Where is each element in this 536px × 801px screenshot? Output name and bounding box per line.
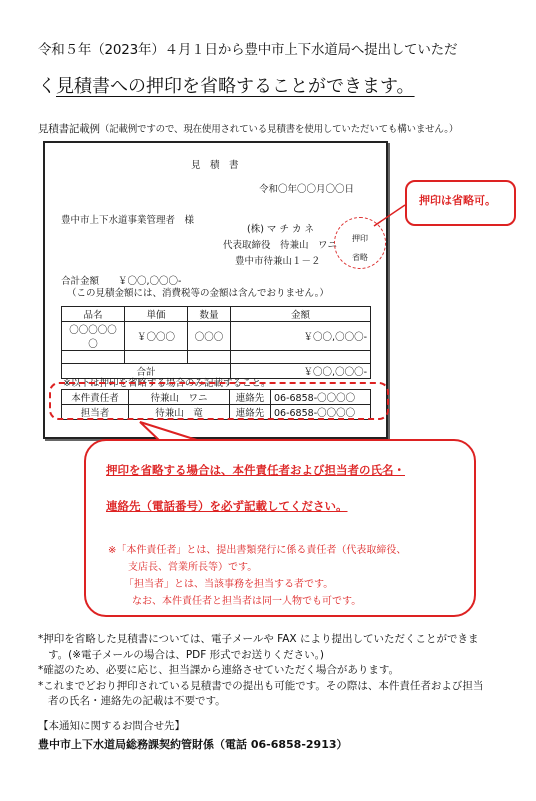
seal-pointer-line	[374, 205, 405, 226]
table-cell: ￥〇〇,〇〇〇-	[231, 322, 371, 351]
sheet-title: 見 積 書	[191, 160, 239, 171]
contact-heading: 【本通知に関するお問合せ先】	[38, 720, 185, 732]
callout-note-2: 支店長、営業所長等）です。	[128, 562, 258, 573]
omit-note: ※以下は押印を省略する場合のみ記載すること。	[63, 378, 271, 389]
note-line: *確認のため、必要に応じ、担当課から連絡させていただく場合があります。	[38, 664, 399, 676]
callout-line-1: 押印を省略する場合は、本件責任者および担当者の氏名・	[106, 463, 405, 477]
sheet-tax-note: （この見積金額には、消費税等の金額は含んでおりません。）	[67, 288, 329, 299]
table-header-cell: 品名	[62, 307, 125, 322]
sheet-address: 豊中市待兼山１－２	[235, 256, 321, 267]
seal-omission-callout: 押印は省略可。	[405, 180, 516, 226]
responsible-role: 本件責任者	[62, 390, 129, 405]
note-line: *これまでどおり押印されている見積書での提出も可能です。その際は、本件責任者および担当	[38, 679, 484, 692]
contact-label: 連絡先	[230, 390, 271, 405]
heading-line-2-prefix: く	[38, 76, 56, 97]
table-header-cell: 単価	[125, 307, 188, 322]
callout-note-3: 「担当者」とは、当該事務を担当する者です。	[124, 579, 334, 590]
table-total-label: 合計	[62, 364, 231, 379]
contact-info: 豊中市上下水道局総務課契約管財係（電話 06-6858-2913）	[38, 738, 348, 751]
note-line: *押印を省略した見積書については、電子メールや FAX により提出していただくことができま	[38, 633, 479, 645]
table-cell: 〇〇〇	[188, 322, 231, 351]
seal-line-1: 押印	[352, 234, 368, 243]
responsible-name: 待兼山 竜	[129, 405, 230, 420]
responsible-name: 待兼山 ワニ	[129, 390, 230, 405]
notes-section	[38, 632, 508, 710]
table-total-value: ￥〇〇,〇〇〇-	[231, 364, 371, 379]
note-line: す。(※電子メールの場合は、PDF 形式でお送りください。)	[48, 648, 324, 661]
table-cell: 〇〇〇〇〇〇	[62, 322, 125, 351]
callout-note-1: ※「本件責任者」とは、提出書類発行に係る責任者（代表取締役、	[108, 545, 407, 556]
example-caption-main: 見積書記載例	[38, 123, 100, 135]
callout-line-2: 連絡先（電話番号）を必ず記載してください。	[106, 499, 348, 513]
sheet-company: (株) マ チ カ ネ	[247, 224, 314, 235]
responsible-role: 担当者	[62, 405, 129, 420]
sheet-representative: 代表取締役 待兼山 ワニ	[223, 240, 338, 251]
callout-note-4: なお、本件責任者と担当者は同一人物でも可です。	[132, 596, 362, 607]
table-cell: ￥〇〇〇	[125, 322, 188, 351]
note-line: 者の氏名・連絡先の記載は不要です。	[48, 695, 226, 707]
instruction-callout	[84, 439, 476, 617]
example-caption-sub: （記載例ですので、現在使用されている見積書を使用していただいても構いません。）	[99, 124, 459, 135]
contact-label: 連絡先	[230, 405, 271, 420]
responsible-phone: 06-6858-〇〇〇〇	[271, 390, 371, 405]
responsible-phone: 06-6858-〇〇〇〇	[271, 405, 371, 420]
sheet-date: 令和〇年〇〇月〇〇日	[259, 184, 355, 195]
heading-line-1: 令和５年（2023年）４月１日から豊中市上下水道局へ提出していただ	[38, 42, 458, 58]
table-header-cell: 数量	[188, 307, 231, 322]
sheet-total: 合計金額 ￥〇〇,〇〇〇-	[61, 276, 182, 287]
table-header-cell: 金額	[231, 307, 371, 322]
sheet-addressee: 豊中市上下水道事業管理者 様	[61, 215, 195, 226]
heading-line-2-main: 見積書への押印を省略することができます。	[56, 76, 415, 97]
seal-line-2: 省略	[352, 253, 368, 262]
